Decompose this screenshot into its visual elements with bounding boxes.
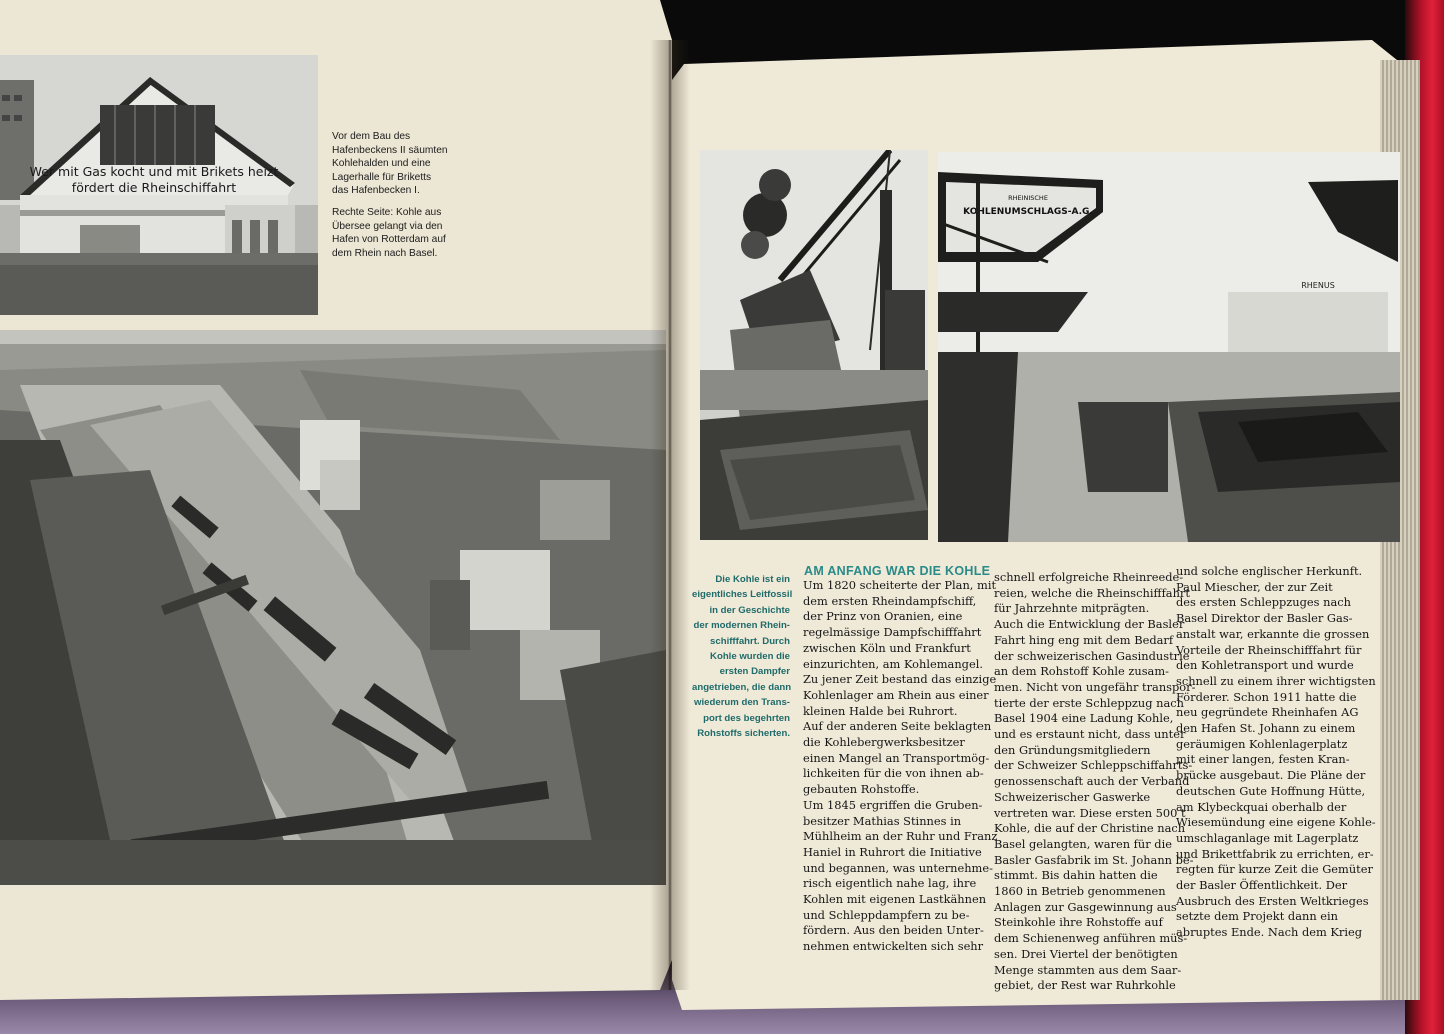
article-line: vertreten war. Diese ersten 500 t — [994, 805, 1186, 820]
article-line: schnell erfolgreiche Rheinreede- — [994, 570, 1184, 584]
article-line: und Schleppdampfern zu be- — [803, 907, 970, 922]
caption-line: Übersee gelangt via den — [332, 220, 443, 232]
article-line: und Brikettfabrik zu errichten, er- — [1176, 846, 1374, 861]
article-line: der Schweizer Schleppschiffahrts- — [994, 758, 1193, 773]
article-line: brücke ausgebaut. Die Pläne der — [1176, 768, 1366, 783]
side-caption-line: ersten Dampfer — [719, 666, 790, 678]
side-caption-line: Rohstoffs sicherten. — [697, 728, 790, 740]
coal-barges-photo — [938, 152, 1400, 542]
article-line: Fahrt hing eng mit dem Bedarf — [994, 632, 1174, 647]
article-line: stimmt. Bis dahin hatten die — [994, 868, 1158, 883]
article-line: abruptes Ende. Nach dem Krieg — [1176, 925, 1363, 940]
article-line: und solche englischer Herkunft. — [1176, 564, 1363, 578]
rhenus-sign: RHENUS — [1301, 281, 1335, 290]
article-line: anstalt war, erkannte die grossen — [1176, 626, 1370, 641]
side-caption-line: eigentliches Leitfossil — [692, 589, 793, 601]
article-line: schnell zu einem ihrer wichtigsten — [1176, 673, 1376, 688]
article-line: kleinen Halde bei Ruhrort. — [803, 703, 958, 718]
article-column-2 — [994, 570, 1196, 994]
article-line: Basel gelangten, waren für die — [994, 836, 1172, 851]
article-line: setzte dem Projekt dann ein — [1176, 909, 1338, 924]
article-line: Vorteile der Rheinschifffahrt für — [1176, 642, 1362, 657]
article-line: mit einer langen, festen Kran- — [1176, 752, 1350, 767]
article-line: regten für kurze Zeit die Gemüter — [1176, 862, 1373, 877]
article-line: Steinkohle ihre Rohstoffe auf — [994, 915, 1163, 930]
article-line: dem ersten Rheindampfschiff, — [803, 593, 977, 608]
article-heading: AM ANFANG WAR DIE KOHLE — [804, 564, 991, 578]
article-line: tierte der erste Schleppzug nach — [994, 695, 1184, 710]
warehouse-wall-text-1: Wer mit Gas kocht und mit Brikets heizt — [29, 164, 279, 179]
side-caption-line: wiederum den Trans- — [694, 697, 790, 709]
gantry-text: KOHLENUMSCHLAGS-A.G. — [963, 207, 1093, 217]
caption-side — [692, 572, 793, 741]
warehouse-wall-text-2: fördert die Rheinschiffahrt — [71, 180, 237, 195]
caption-line: dem Rhein nach Basel. — [332, 247, 438, 259]
article-column-1 — [803, 578, 998, 955]
article-line: Anlagen zur Gasgewinnung aus — [994, 899, 1177, 914]
article-line: Basel 1904 eine Ladung Kohle, — [994, 711, 1174, 726]
article-line: Basler Gasfabrik im St. Johann be- — [994, 852, 1194, 867]
caption-line: das Hafenbecken I. — [332, 185, 420, 197]
article-line: Zu jener Zeit bestand das einzige — [803, 672, 997, 687]
article-line: fördern. Aus den beiden Unter- — [803, 923, 984, 938]
article-line: Ausbruch des Ersten Weltkrieges — [1176, 893, 1369, 908]
article-line: lichkeiten für die von ihnen ab- — [803, 766, 984, 781]
article-line: der Basler Öffentlichkeit. Der — [1176, 878, 1348, 893]
article-line: Haniel in Ruhrort die Initiative — [803, 844, 982, 859]
article-line: die Kohlebergwerksbesitzer — [803, 735, 965, 750]
caption-line: Vor dem Bau des — [332, 131, 411, 142]
article-line: am Klybeckquai oberhalb der — [1176, 799, 1347, 814]
side-caption-line: Die Kohle ist ein — [715, 574, 790, 585]
article-line: der schweizerischen Gasindustrie — [994, 648, 1190, 663]
article-line: geräumigen Kohlenlagerplatz — [1176, 736, 1348, 751]
article-line: regelmässige Dampfschifffahrt — [803, 625, 982, 640]
article-line: und begannen, was unternehme- — [803, 860, 993, 875]
article-line: zwischen Köln und Frankfurt — [803, 640, 971, 655]
article-line: der Prinz von Oranien, eine — [803, 609, 963, 624]
article-line: den Gründungsmitgliedern — [994, 742, 1151, 757]
warehouse-photo — [0, 55, 318, 315]
side-caption-line: in der Geschichte — [709, 604, 790, 616]
side-caption-line: Kohle wurden die — [710, 651, 790, 663]
side-caption-line: port des begehrten — [703, 712, 790, 724]
article-line: deutschen Gute Hoffnung Hütte, — [1176, 783, 1366, 798]
caption-line: Rechte Seite: Kohle aus — [332, 206, 442, 218]
article-line: dem Schienenweg anführen müs- — [994, 931, 1188, 946]
article-line: Menge stammten aus dem Saar- — [994, 962, 1182, 977]
side-caption-line: angetrieben, die dann — [692, 681, 792, 693]
article-line: Kohlenlager am Rhein aus einer — [803, 687, 989, 702]
side-caption-line: der modernen Rhein- — [693, 620, 790, 632]
article-line: Auf der anderen Seite beklagten — [803, 719, 992, 734]
crane-ship-photo — [700, 150, 928, 540]
article-line: genossenschaft auch der Verband — [994, 774, 1190, 789]
article-line: einen Mangel an Transportmög- — [803, 750, 990, 765]
caption-line: Hafen von Rotterdam auf — [332, 234, 446, 246]
article-line: des ersten Schleppzuges nach — [1176, 595, 1351, 610]
article-line: Paul Miescher, der zur Zeit — [1176, 579, 1333, 594]
caption-top — [332, 130, 462, 268]
article-line: den Hafen St. Johann zu einem — [1176, 721, 1356, 736]
article-line: umschlaganlage mit Lagerplatz — [1176, 830, 1359, 845]
article-line: sen. Drei Viertel der benötigten — [994, 946, 1178, 961]
article-line: nehmen entwickelten sich sehr — [803, 939, 984, 954]
article-line: und es erstaunt nicht, dass unter — [994, 727, 1186, 742]
caption-line: Hafenbeckens II säumten — [332, 144, 448, 156]
caption-top-paragraph-1 — [332, 130, 462, 198]
caption-top-paragraph-2 — [332, 206, 462, 260]
article-line: risch eigentlich nahe lag, ihre — [803, 876, 977, 891]
article-line: Wiesemündung eine eigene Kohle- — [1176, 815, 1376, 830]
article-line: 1860 in Betrieb genommenen — [994, 884, 1166, 899]
article-line: Kohlen mit eigenen Lastkähnen — [803, 892, 987, 907]
gantry-text-small: RHEINISCHE — [1008, 194, 1048, 202]
article-line: neu gegründete Rheinhafen AG — [1176, 705, 1359, 720]
article-line: Auch die Entwicklung der Basler — [994, 617, 1185, 632]
article-line: men. Nicht von ungefähr transpor- — [994, 679, 1196, 694]
article-line: den Kohletransport und wurde — [1176, 658, 1354, 673]
article-line: Schweizerischer Gaswerke — [994, 789, 1151, 804]
article-line: gebauten Rohstoffe. — [803, 782, 920, 797]
caption-line: Lagerhalle für Briketts — [332, 171, 432, 183]
article-line: für Jahrzehnte mitprägten. — [994, 601, 1150, 616]
article-line: reien, welche die Rheinschifffahrt — [994, 585, 1190, 600]
harbour-aerial-photo — [0, 330, 666, 885]
article-line: einzurichten, am Kohlemangel. — [803, 656, 983, 671]
book-gutter — [650, 40, 690, 990]
article-line: an dem Rohstoff Kohle zusam- — [994, 664, 1169, 679]
article-line: Basel Direktor der Basler Gas- — [1176, 611, 1353, 626]
article-line: Um 1845 ergriffen die Gruben- — [803, 797, 983, 812]
article-column-3 — [1176, 564, 1376, 941]
article-line: Um 1820 scheiterte der Plan, mit — [803, 578, 997, 592]
article-line: Förderer. Schon 1911 hatte die — [1176, 689, 1357, 704]
article-line: gebiet, der Rest war Ruhrkohle — [994, 978, 1176, 993]
caption-line: Kohlehalden und eine — [332, 158, 431, 170]
article-line: Mühlheim an der Ruhr und Franz — [803, 829, 998, 844]
side-caption-line: schifffahrt. Durch — [710, 635, 790, 647]
article-line: besitzer Mathias Stinnes in — [803, 813, 962, 828]
article-line: Kohle, die auf der Christine nach — [994, 821, 1186, 836]
